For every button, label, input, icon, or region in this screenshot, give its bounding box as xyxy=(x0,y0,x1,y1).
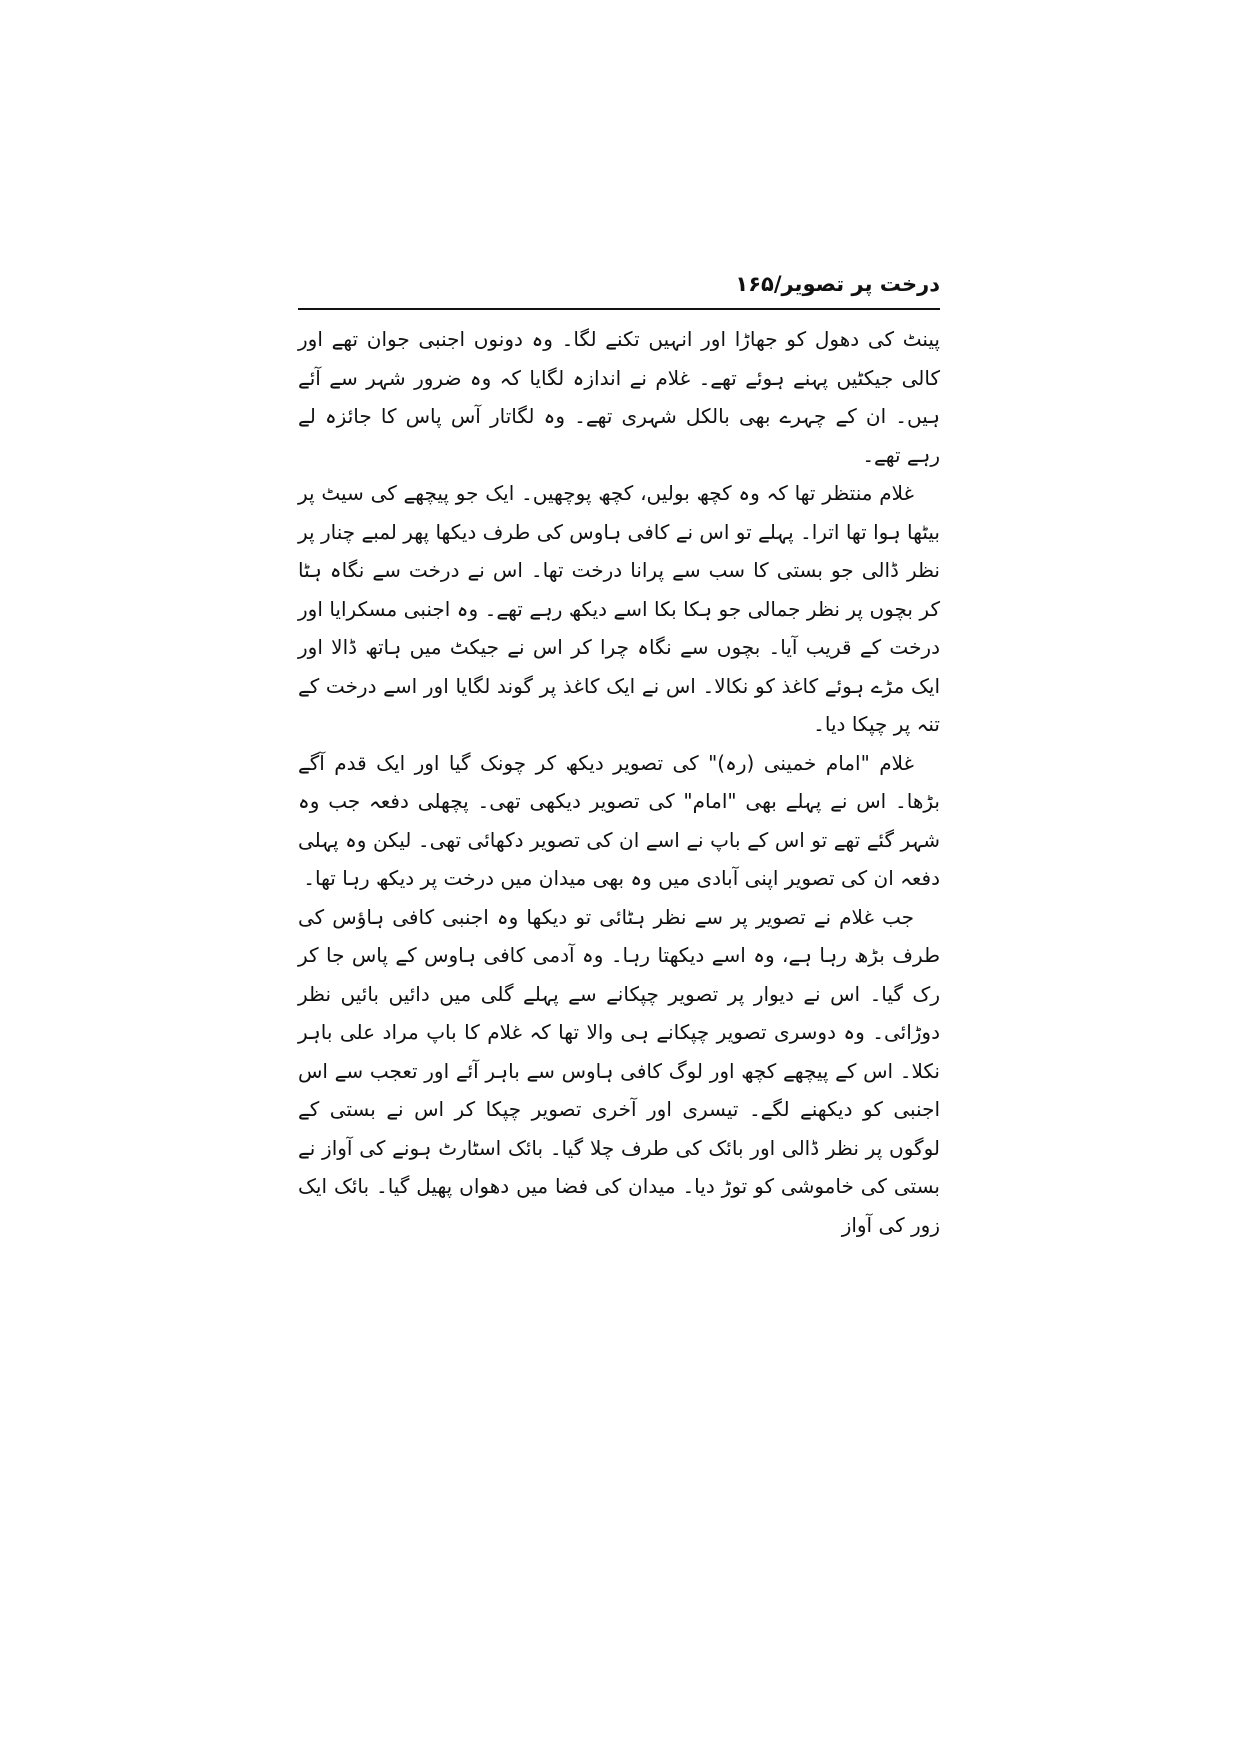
paragraph-4: جب غلام نے تصویر پر سے نظر ہٹائی تو دیکھا وہ اجنبی کافی ہاؤس کی طرف بڑھ رہا ہے، وہ اسے دیکھتا رہا۔ وہ آدمی کافی ہاوس کے پاس جا کر رک گیا۔ اس نے دیوار پر تصویر چپکانے سے پہلے گلی میں دائیں بائیں نظر دوڑائی۔ وہ دوسری تصویر چپکانے ہی والا تھا کہ غلام کا باپ مراد علی باہر نکلا۔ اس کے پیچھے کچھ اور لوگ کافی ہاوس سے باہر آئے اور تعجب سے اس اجنبی کو دیکھنے لگے۔ تیسری اور آخری تصویر چپکا کر اس نے بستی کے لوگوں پر نظر ڈالی اور بائک کی طرف چلا گیا۔ بائک اسٹارٹ ہونے کی آواز نے بستی کی خاموشی کو توڑ دیا۔ میدان کی فضا میں دھواں پھیل گیا۔ بائک ایک زور کی آواز xyxy=(298,904,940,1237)
paragraph-2: غلام منتظر تھا کہ وہ کچھ بولیں، کچھ پوچھیں۔ ایک جو پیچھے کی سیٹ پر بیٹھا ہوا تھا اترا۔ پہلے تو اس نے کافی ہاوس کی طرف دیکھا پھر لمبے چنار پر نظر ڈالی جو بستی کا سب سے پرانا درخت تھا۔ اس نے درخت سے نگاہ ہٹا کر بچوں پر نظر جمالی جو ہکا بکا اسے دیکھ رہے تھے۔ وہ اجنبی مسکرایا اور درخت کے قریب آیا۔ بچوں سے نگاہ چرا کر اس نے جیکٹ میں ہاتھ ڈالا اور ایک مڑے ہوئے کاغذ کو نکالا۔ اس نے ایک کاغذ پر گوند لگایا اور اسے درخت کے تنہ پر چپکا دیا۔ xyxy=(298,481,940,736)
header-rule xyxy=(298,308,940,310)
paragraph-3: غلام "امام خمینی (رہ)" کی تصویر دیکھ کر چونک گیا اور ایک قدم آگے بڑھا۔ اس نے پہلے بھی "امام" کی تصویر دیکھی تھی۔ پچھلی دفعہ جب وہ شہر گئے تھے تو اس کے باپ نے اسے ان کی تصویر دکھائی تھی۔ لیکن وہ پہلی دفعہ ان کی تصویر اپنی آبادی میں وہ بھی میدان میں درخت پر دیکھ رہا تھا۔ xyxy=(298,750,940,890)
body-text xyxy=(298,320,940,1244)
paragraph-1: پینٹ کی دھول کو جھاڑا اور انہیں تکنے لگا۔ وہ دونوں اجنبی جوان تھے اور کالی جیکٹیں پہنے ہوئے تھے۔ غلام نے اندازہ لگایا کہ وہ ضرور شہر سے آئے ہیں۔ ان کے چہرے بھی بالکل شہری تھے۔ وہ لگاتار آس پاس کا جائزہ لے رہے تھے۔ xyxy=(298,327,940,467)
running-head: درخت پر تصویر/۱۶۵ xyxy=(735,272,940,296)
page-header xyxy=(298,268,940,308)
